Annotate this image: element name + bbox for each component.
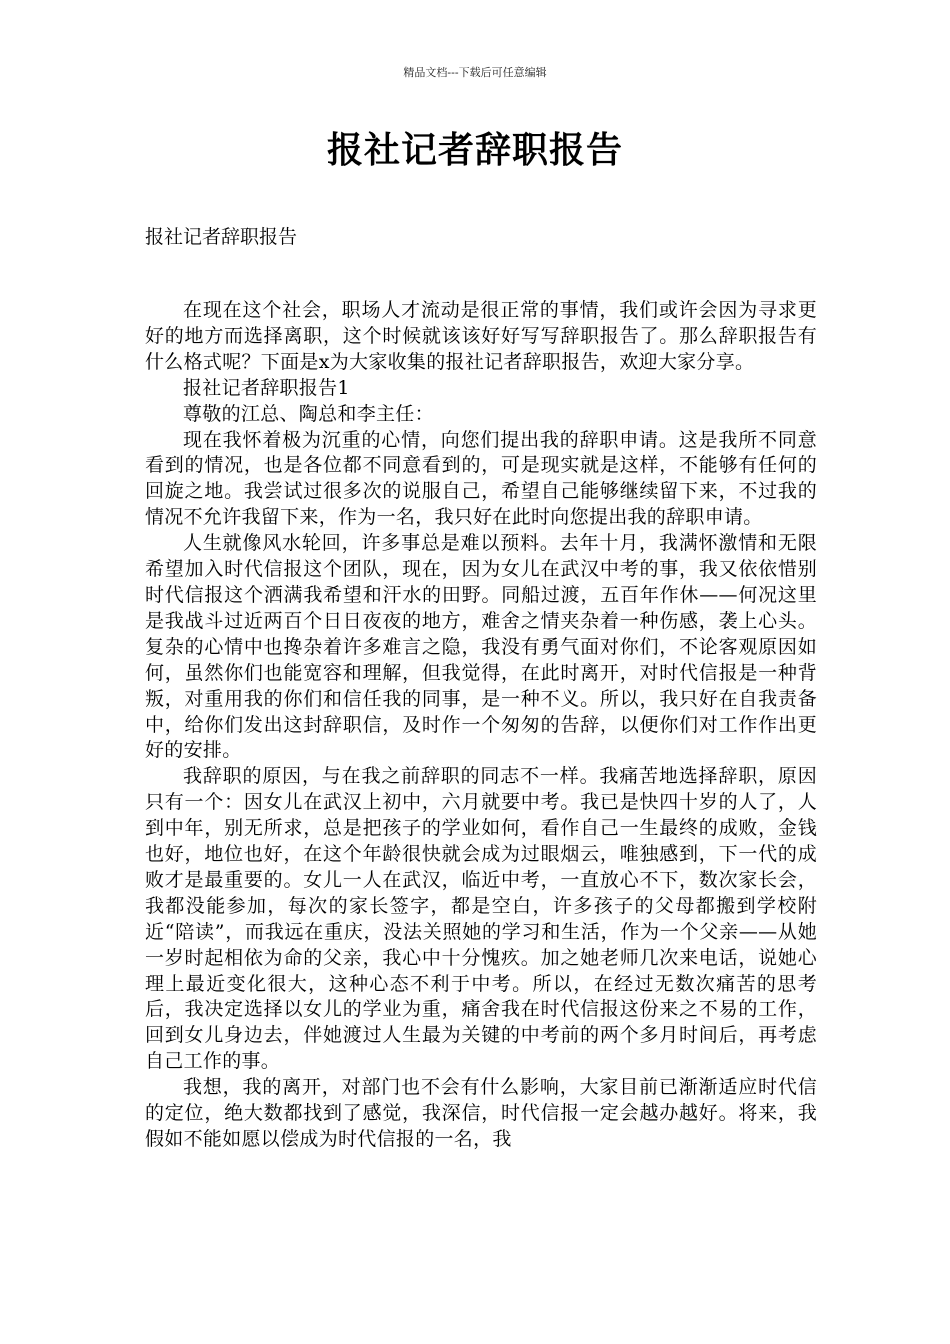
paragraph-section-heading: 报社记者辞职报告1 — [183, 376, 350, 399]
paragraph-salutation: 尊敬的江总、陶总和李主任： — [183, 402, 434, 425]
paragraph-intro: 在现在这个社会，职场人才流动是很正常的事情，我们或许会因为寻求更好的地方而选择离职，这个时候就该该好好写写辞职报告了。那么辞职报告有什么格式呢？下面是x为大家收集的报社记者辞职报告，欢迎大家分享。 — [145, 299, 817, 373]
paragraph-body: 我想，我的离开，对部门也不会有什么影响，大家目前已渐渐适应时代信的定位，绝大数都找到了感觉，我深信，时代信报一定会越办越好。将来，我假如不能如愿以偿成为时代信报的一名，我 — [145, 1076, 817, 1150]
document-subtitle: 报社记者辞职报告 — [145, 226, 298, 248]
paragraph-body: 现在我怀着极为沉重的心情，向您们提出我的辞职申请。这是我所不同意看到的情况，也是各位都不同意看到的，可是现实就是这样，不能够有任何的回旋之地。我尝试过很多次的说服自己，希望自己能够继续留下来，不过我的情况不允许我留下来，作为一名，我只好在此时向您提出我的辞职申请。 — [145, 428, 817, 529]
document-body — [145, 298, 817, 1153]
page-header-note: 精品文档---下载后可任意编辑 — [403, 66, 547, 79]
paragraph-body: 人生就像风水轮回，许多事总是难以预料。去年十月，我满怀激情和无限希望加入时代信报这个团队，现在，因为女儿在武汉中考的事，我又依依惜别时代信报这个洒满我希望和汗水的田野。同船过渡，五百年作休——何况这里是我战斗过近两百个日日夜夜的地方，难舍之情夹杂着一种伤感，袭上心头。复杂的心情中也搀杂着许多难言之隐，我没有勇气面对你们，不论客观原因如何，虽然你们也能宽容和理解，但我觉得，在此时离开，对时代信报是一种背叛，对重用我的你们和信任我的同事，是一种不义。所以，我只好在自我责备中，给你们发出这封辞职信，及时作一个匆匆的告辞，以便你们对工作作出更好的安排。 — [145, 532, 817, 762]
paragraph-body: 我辞职的原因，与在我之前辞职的同志不一样。我痛苦地选择辞职，原因只有一个：因女儿在武汉上初中，六月就要中考。我已是快四十岁的人了，人到中年，别无所求，总是把孩子的学业如何，看作自己一生最终的成败，金钱也好，地位也好，在这个年龄很快就会成为过眼烟云，唯独感到，下一代的成败才是最重要的。女儿一人在武汉，临近中考，一直放心不下，数次家长会，我都没能参加，每次的家长签字，都是空白，许多孩子的父母都搬到学校附近“陪读”，而我远在重庆，没法关照她的学习和生活，作为一个父亲——从她一岁时起相依为命的父亲，我心中十分愧疚。加之她老师几次来电话，说她心理上最近变化很大，这种心态不利于中考。所以，在经过无数次痛苦的思考后，我决定选择以女儿的学业为重，痛舍我在时代信报这份来之不易的工作，回到女儿身边去，伴她渡过人生最为关键的中考前的两个多月时间后，再考虑自己工作的事。 — [145, 765, 817, 1073]
document-title: 报社记者辞职报告 — [326, 130, 623, 171]
